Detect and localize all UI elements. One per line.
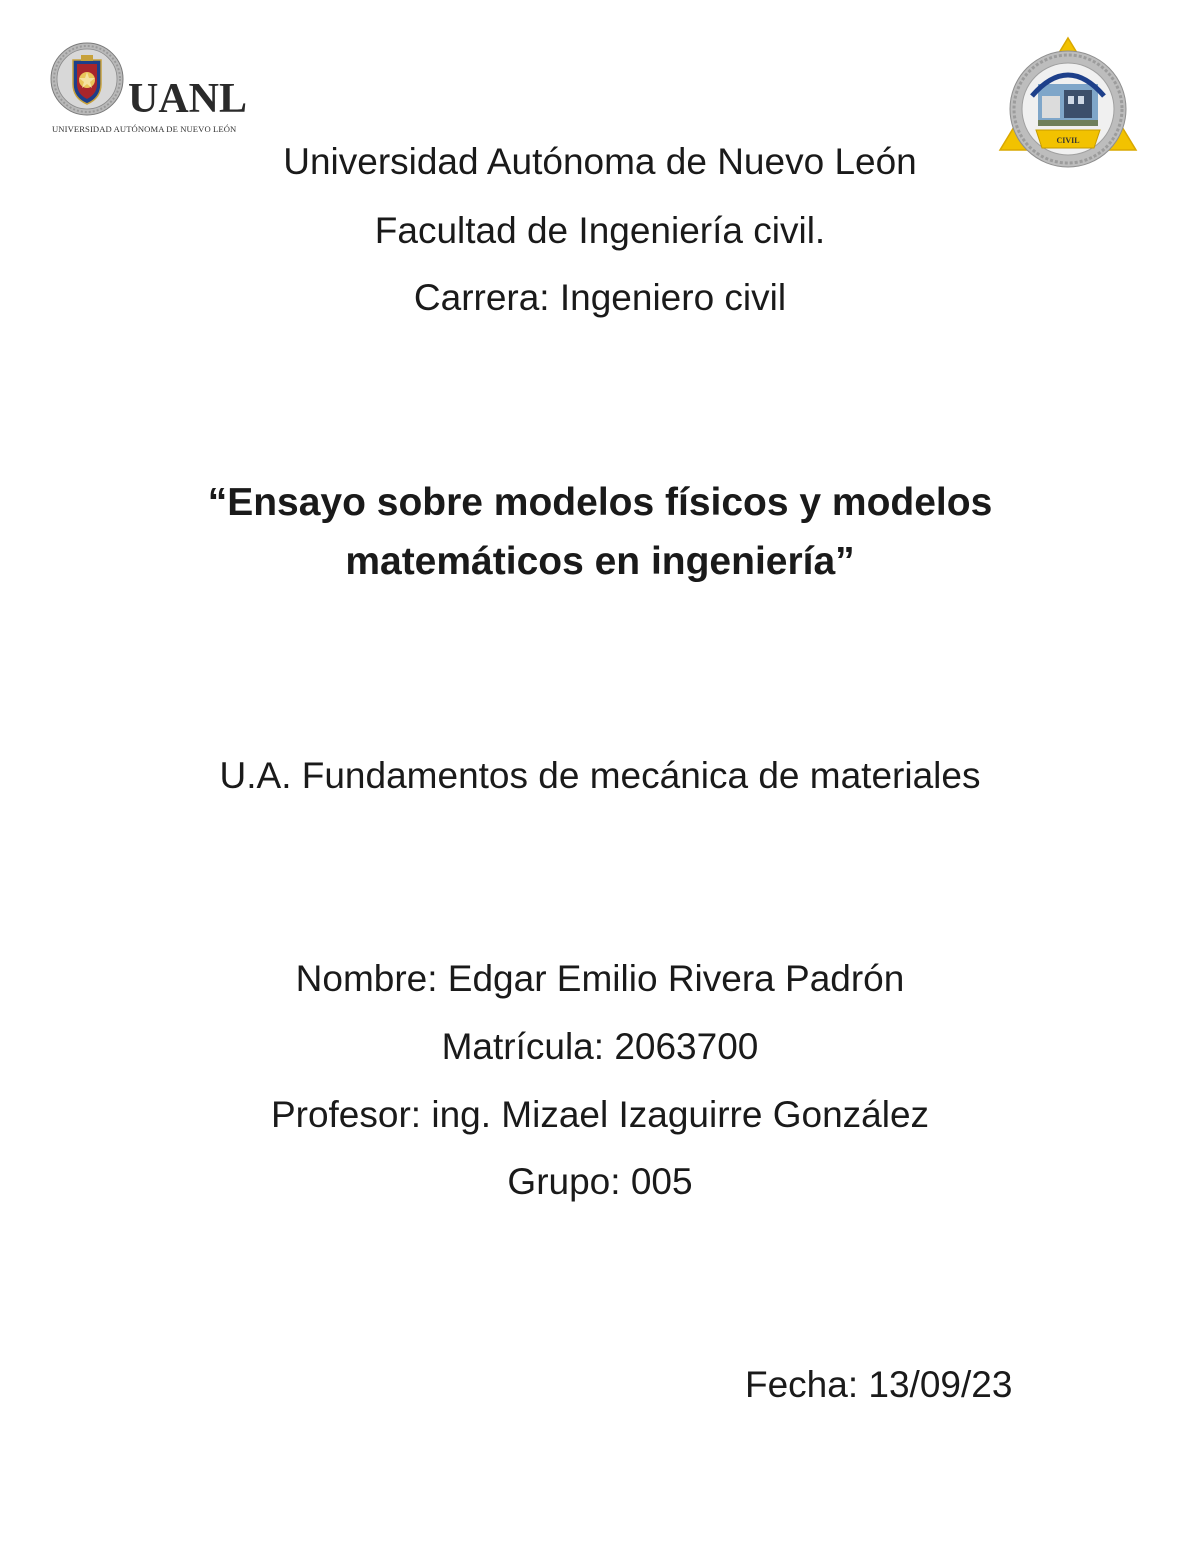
document-date: Fecha: 13/09/23 <box>745 1364 1013 1405</box>
group-number: Grupo: 005 <box>507 1161 693 1202</box>
essay-title-line-1: “Ensayo sobre modelos físicos y modelos <box>207 481 993 524</box>
professor-name: Profesor: ing. Mizael Izaguirre González <box>270 1094 930 1135</box>
university-name: Universidad Autónoma de Nuevo León <box>283 141 917 182</box>
faculty-name: Facultad de Ingeniería civil. <box>374 210 826 251</box>
fic-seal-label: CIVIL <box>1056 136 1080 145</box>
course-name: U.A. Fundamentos de mecánica de materiales <box>219 755 981 796</box>
student-name: Nombre: Edgar Emilio Rivera Padrón <box>295 958 905 999</box>
career-name: Carrera: Ingeniero civil <box>413 277 787 318</box>
uanl-wordmark: UANL <box>128 76 248 122</box>
uanl-seal-icon <box>50 42 124 116</box>
student-id: Matrícula: 2063700 <box>441 1026 759 1067</box>
uanl-logo <box>50 42 250 134</box>
essay-title-line-2: matemáticos en ingeniería” <box>345 540 855 583</box>
uanl-subline: UNIVERSIDAD AUTÓNOMA DE NUEVO LEÓN <box>52 124 237 134</box>
